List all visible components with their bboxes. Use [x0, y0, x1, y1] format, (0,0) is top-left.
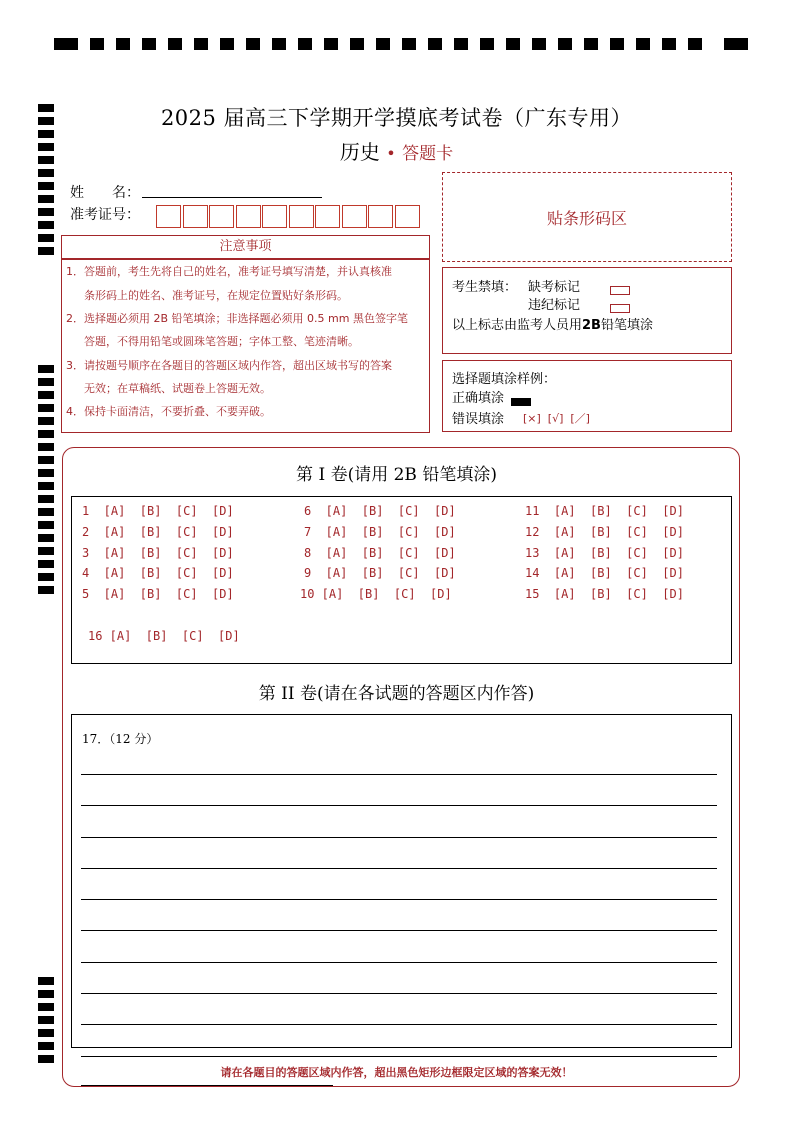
question-row[interactable]: 9 [A] [B] [C] [D] [304, 566, 456, 580]
note-suffix: 铅笔填涂 [600, 318, 653, 333]
correct-fill-sample [511, 391, 531, 410]
violation-label: 违纪标记 [528, 298, 581, 313]
name-field[interactable] [142, 197, 322, 198]
answer-line[interactable] [81, 899, 717, 900]
barcode-area [442, 172, 732, 262]
notice-item: 条形码上的姓名、准考证号，在规定位置贴好条形码。 [84, 289, 348, 302]
notice-item: 3．请按题号顺序在各题目的答题区域内作答，超出区域书写的答案 [66, 359, 392, 372]
question-row[interactable]: 1 [A] [B] [C] [D] [82, 504, 234, 518]
question-row[interactable]: 14 [A] [B] [C] [D] [525, 566, 684, 580]
question-row[interactable]: 10 [A] [B] [C] [D] [300, 587, 452, 601]
footer-divider [81, 1056, 717, 1057]
notice-item: 4．保持卡面清洁，不要折叠、不要弄破。 [66, 405, 271, 418]
wrong-marks: [×] [√] [／] [523, 412, 590, 425]
id-digit-box[interactable] [368, 205, 393, 228]
answer-line[interactable] [81, 930, 717, 931]
answer-box-17[interactable] [71, 714, 732, 1048]
section2-title: 第 II 卷(请在各试题的答题区内作答) [258, 684, 535, 704]
question-row[interactable]: 13 [A] [B] [C] [D] [525, 546, 684, 560]
id-digit-box[interactable] [156, 205, 181, 228]
answer-line[interactable] [81, 805, 717, 806]
absent-label: 缺考标记 [528, 280, 581, 295]
answer-line[interactable] [81, 868, 717, 869]
question-row[interactable]: 3 [A] [B] [C] [D] [82, 546, 234, 560]
notice-item: 2．选择题必须用 2B 铅笔填涂；非选择题必须用 0.5 mm 黑色签字笔 [66, 312, 408, 325]
sample-heading: 选择题填涂样例： [452, 372, 557, 387]
id-label: 准考证号： [70, 207, 140, 223]
question-row[interactable]: 7 [A] [B] [C] [D] [304, 525, 456, 539]
footer-divider-short [81, 1085, 333, 1086]
notice-item: 无效；在草稿纸、试题卷上答题无效。 [84, 382, 271, 395]
separator-dot: • [386, 144, 396, 163]
notice-item: 1．答题前，考生先将自己的姓名，准考证号填写清楚，并认真核准 [66, 265, 392, 278]
id-digit-box[interactable] [262, 205, 287, 228]
name-label: 姓 名： [70, 185, 140, 201]
answer-line[interactable] [81, 837, 717, 838]
question-row[interactable]: 4 [A] [B] [C] [D] [82, 566, 234, 580]
question-row[interactable]: 16 [A] [B] [C] [D] [88, 629, 240, 643]
question-row[interactable]: 5 [A] [B] [C] [D] [82, 587, 234, 601]
absent-mark-box[interactable] [610, 280, 630, 299]
answer-line[interactable] [81, 962, 717, 963]
id-digit-box[interactable] [289, 205, 314, 228]
marks-note [452, 314, 653, 333]
section1-title: 第 I 卷(请用 2B 铅笔填涂) [296, 465, 497, 485]
id-digit-box[interactable] [236, 205, 261, 228]
prohibit-label: 考生禁填： [452, 280, 518, 295]
notice-item: 答题，不得用铅笔或圆珠笔答题；字体工整、笔迹清晰。 [84, 335, 359, 348]
subject-label: 历史 [339, 140, 380, 164]
id-digit-box[interactable] [315, 205, 340, 228]
question-row[interactable]: 12 [A] [B] [C] [D] [525, 525, 684, 539]
question-row[interactable]: 11 [A] [B] [C] [D] [525, 504, 684, 518]
question-row[interactable]: 6 [A] [B] [C] [D] [304, 504, 456, 518]
footer-warning: 请在各题目的答题区域内作答，超出黑色矩形边框限定区域的答案无效！ [220, 1066, 573, 1079]
barcode-label: 贴条形码区 [546, 208, 627, 228]
q17-label: 17．（12 分） [82, 732, 159, 746]
page-subtitle [0, 136, 793, 165]
question-row[interactable]: 2 [A] [B] [C] [D] [82, 525, 234, 539]
card-label: 答题卡 [402, 144, 454, 164]
question-row[interactable]: 15 [A] [B] [C] [D] [525, 587, 684, 601]
exam-id-boxes[interactable] [156, 205, 421, 228]
id-digit-box[interactable] [209, 205, 234, 228]
id-digit-box[interactable] [395, 205, 420, 228]
question-row[interactable]: 8 [A] [B] [C] [D] [304, 546, 456, 560]
answer-line[interactable] [81, 774, 717, 775]
note-prefix: 以上标志由监考人员用 [452, 318, 583, 333]
notice-heading: 注意事项 [61, 235, 430, 259]
id-digit-box[interactable] [342, 205, 367, 228]
id-digit-box[interactable] [183, 205, 208, 228]
page-title: 2025 届高三下学期开学摸底考试卷（广东专用） [160, 106, 633, 130]
wrong-label: 错误填涂 [452, 412, 505, 427]
note-bold: 2B [582, 318, 601, 333]
answer-line[interactable] [81, 993, 717, 994]
answer-line[interactable] [81, 1024, 717, 1025]
correct-label: 正确填涂 [452, 391, 505, 406]
